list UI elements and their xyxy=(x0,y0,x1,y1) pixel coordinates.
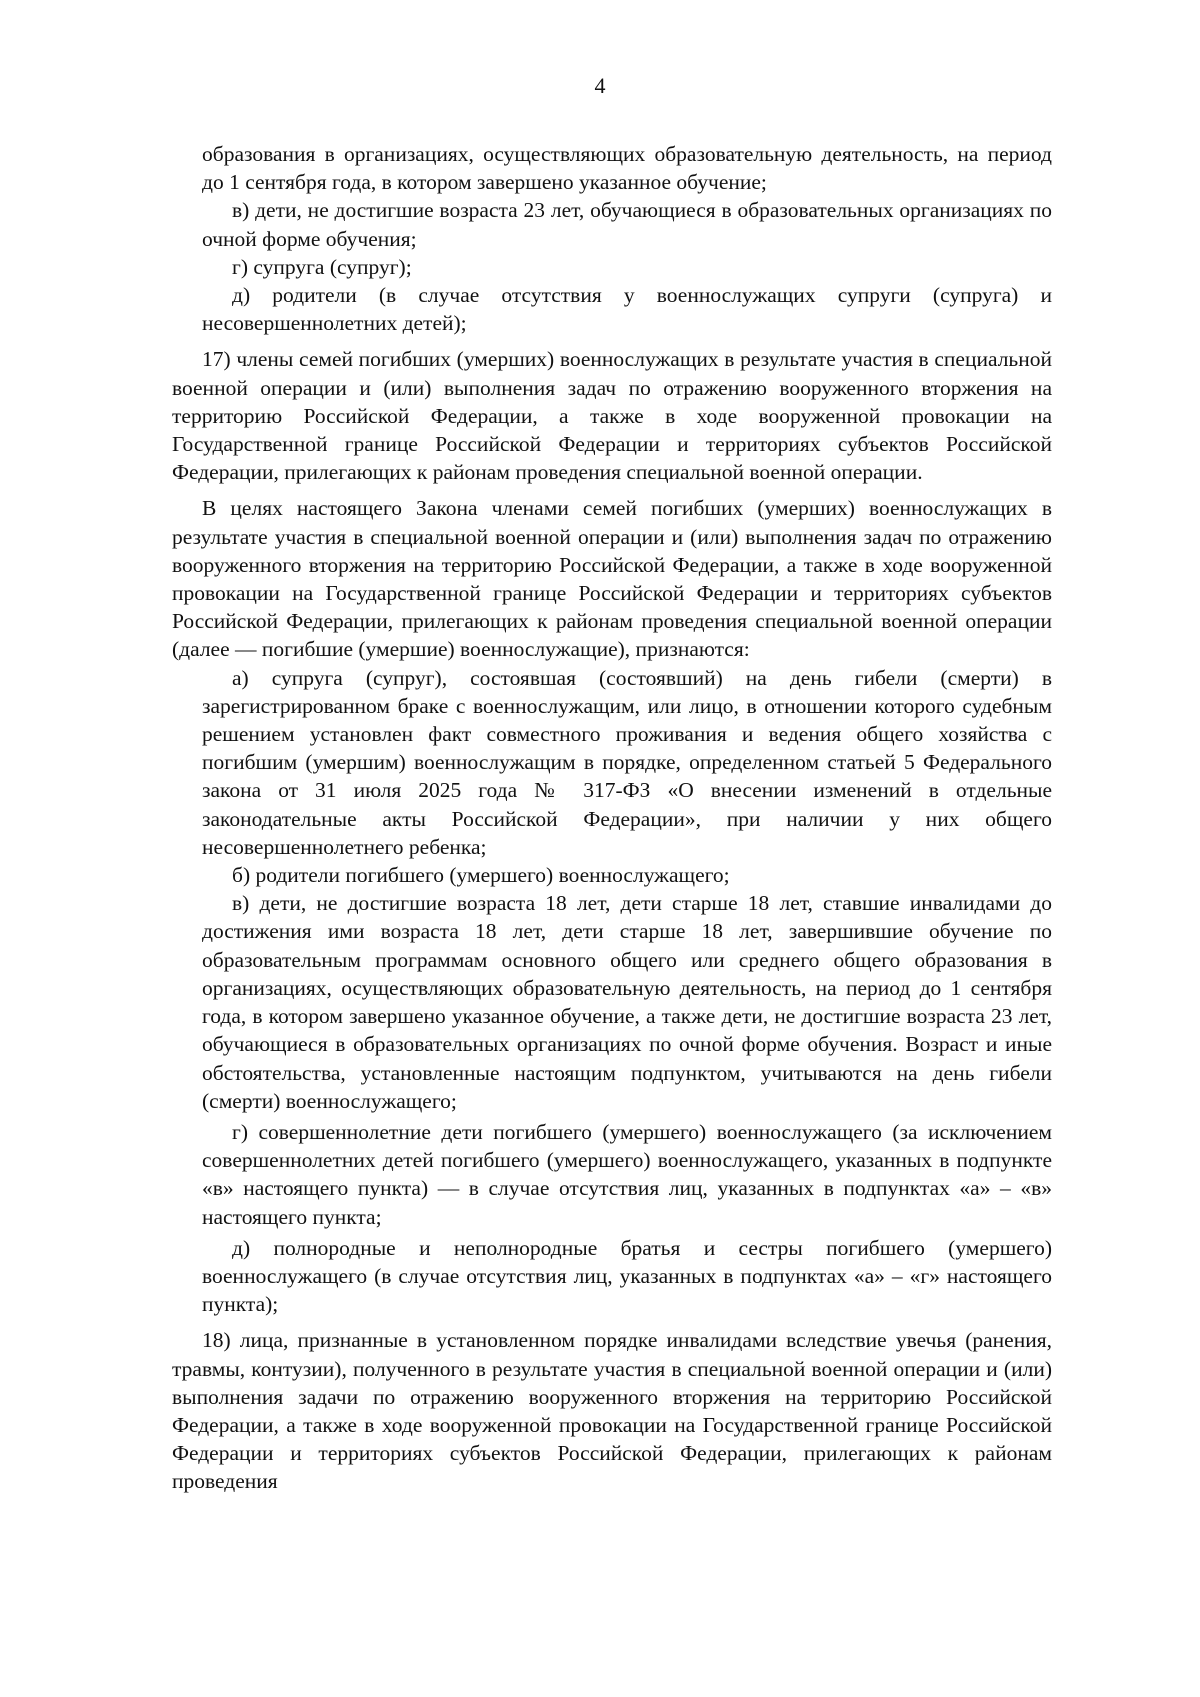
page-number: 4 xyxy=(594,73,606,98)
definition-paragraph: В целях настоящего Закона членами семей погибших (умерших) военнослужащих в результате участия в специальной военной операции и (или) выполнения задач по отражению вооруженного вторжения на территорию Российской Федерации, а также в ходе вооруженной провокации на Государственной границе Российской Федерации и территориях субъектов Российской Федерации, прилегающих к районам проведения специальной военной операции (далее — погибшие (умершие) военнослужащие), признаются: xyxy=(172,496,1052,662)
document-body xyxy=(172,140,1052,1496)
item-17: 17) члены семей погибших (умерших) военнослужащих в результате участия в специальной военной операции и (или) выполнения задач по отражению вооруженного вторжения на территорию Российской Федерации, а также в ходе вооруженной провокации на Государственной границе Российской Федерации и территориях субъектов Российской Федерации, прилегающих к районам проведения специальной военной операции. xyxy=(172,347,1052,485)
subitem-v: в) дети, не достигшие возраста 23 лет, обучающиеся в образовательных организациях по очной форме обучения; xyxy=(202,198,1052,251)
subitem-b: б) родители погибшего (умершего) военнослужащего; xyxy=(232,863,730,888)
subitem-d-siblings: д) полнородные и неполнородные братья и сестры погибшего (умершего) военнослужащего (в случае отсутствия лиц, указанных в подпунктах «а» – «г» настоящего пункта); xyxy=(202,1235,1052,1317)
item-18: 18) лица, признанные в установленном порядке инвалидами вследствие увечья (ранения, травмы, контузии), полученного в результате участия в специальной военной операции и (или) выполнения задачи по отражению вооруженного вторжения на территорию Российской Федерации, а также в ходе вооруженной провокации на Государственной границе Российской Федерации и территориях субъектов Российской Федерации, прилегающих к районам проведения xyxy=(172,1328,1052,1494)
subitem-a: а) супруга (супруг), состоявшая (состоявший) на день гибели (смерти) в зарегистрированном браке с военнослужащим, или лицо, в отношении которого судебным решением установлен факт совместного проживания и ведения общего хозяйства с погибшим (умершим) военнослужащим в порядке, определенном статьей 5 Федерального закона от 31 июля 2025 года № 317-ФЗ «О внесении изменений в отдельные законодательные акты Российской Федерации», при наличии у них общего несовершеннолетнего ребенка; xyxy=(202,665,1052,859)
subitem-d: д) родители (в случае отсутствия у военнослужащих супруги (супруга) и несовершеннолетних детей); xyxy=(202,283,1052,336)
paragraph-continuation: образования в организациях, осуществляющих образовательную деятельность, на период до 1 сентября года, в котором завершено указанное обучение; xyxy=(202,142,1052,195)
subitem-g-adult-children: г) совершеннолетние дети погибшего (умершего) военнослужащего (за исключением совершеннолетних детей погибшего (умершего) военнослужащего, указанных в подпункте «в» настоящего пункта) — в случае отсутствия лиц, указанных в подпунктах «а» – «в» настоящего пункта; xyxy=(202,1119,1052,1229)
subitem-g: г) супруга (супруг); xyxy=(232,254,412,279)
subitem-v-children: в) дети, не достигшие возраста 18 лет, дети старше 18 лет, ставшие инвалидами до достижения ими возраста 18 лет, дети старше 18 лет, завершившие обучение по образовательным программам основного общего или среднего общего образования в организациях, осуществляющих образовательную деятельность, на период до 1 сентября года, в котором завершено указанное обучение, а также дети, не достигшие возраста 23 лет, обучающиеся в образовательных организациях по очной форме обучения. Возраст и иные обстоятельства, установленные настоящим подпунктом, учитываются на день гибели (смерти) военнослужащего; xyxy=(202,891,1052,1113)
